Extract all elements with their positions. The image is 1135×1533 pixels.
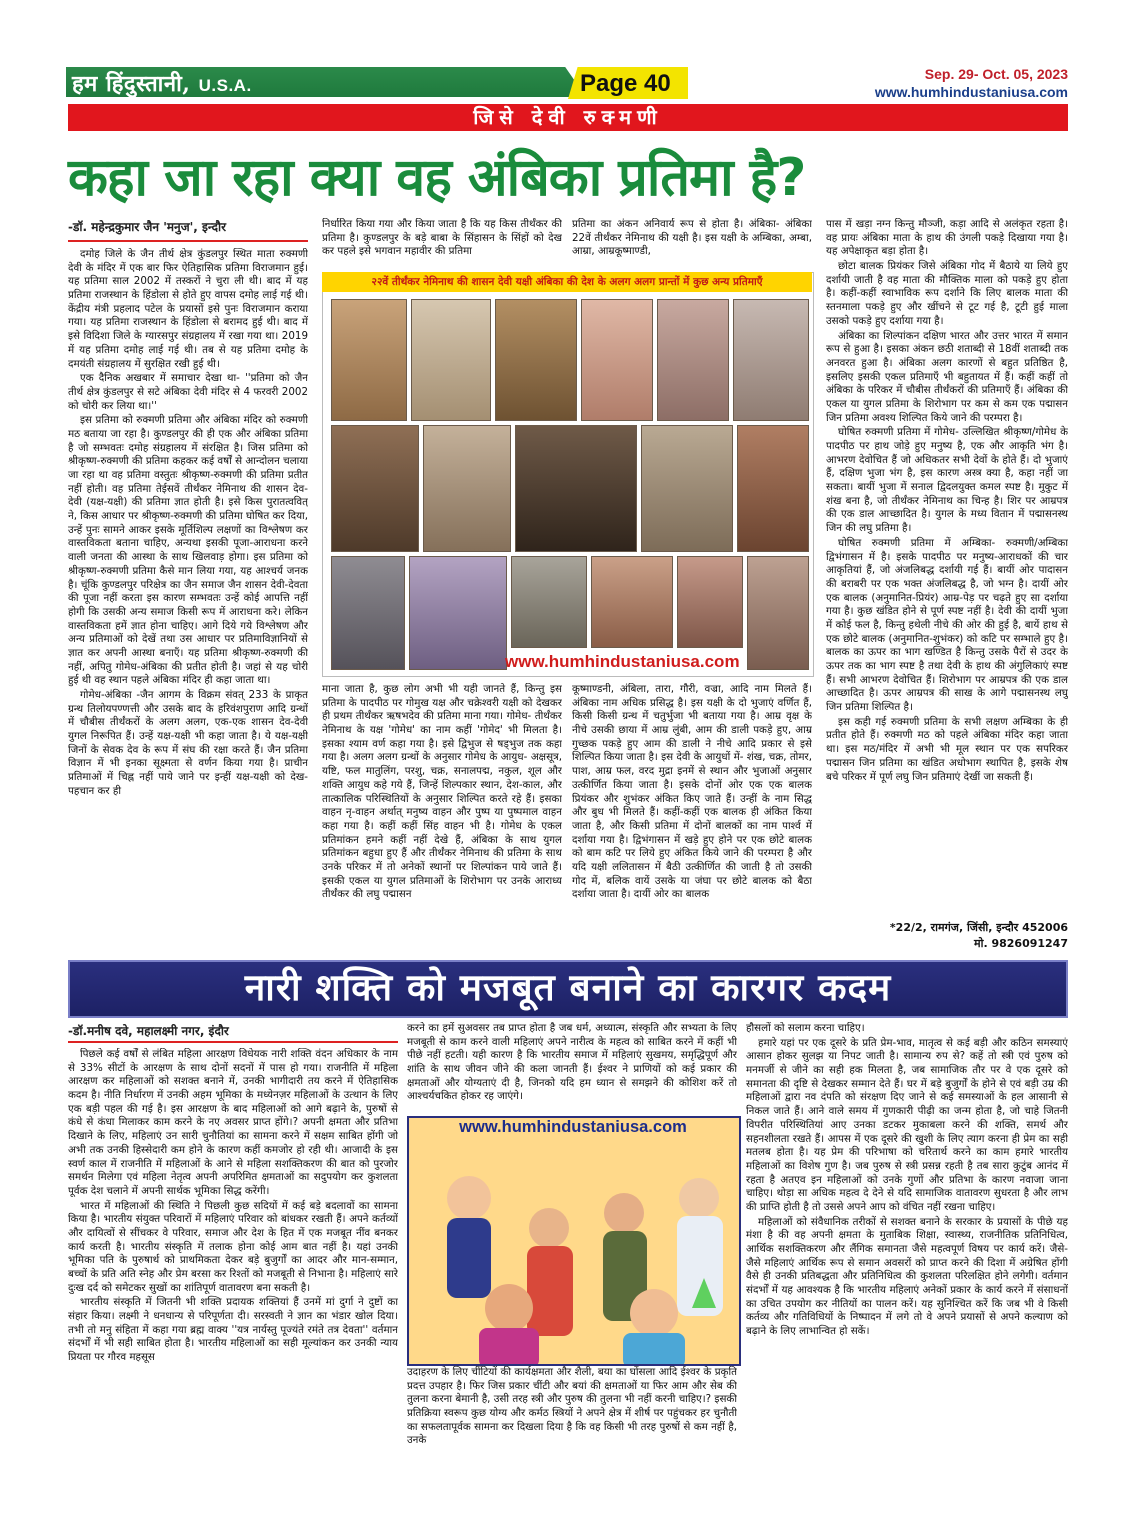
section-title: जिसे देवी रुक्मणी (473, 105, 663, 129)
sculpture-photo (331, 299, 407, 421)
sculpture-photo (511, 556, 587, 648)
article2-column-1 (68, 1048, 398, 1463)
sculpture-photo (591, 556, 673, 648)
sculpture-photo (737, 425, 809, 552)
paragraph: भारत में महिलाओं की स्थिति ने पिछली कुछ सदियों में कई बड़े बदलावों का सामना किया है। भारतीय संयुक्त परिवारों में महिलाएं परिवार को बांधकर रखती हैं। अपने कर्तव्यों और दायित्वों से सींचकर वे परिवार, समाज और देश के हित में एक मजबूत नींव बनकर कार्य करती है। भारतीय संस्कृति में तलाक होना कोई आम बात नहीं है। यहां उनकी भूमिका पति के पुरुषार्थ को प्राथमिकता देकर बड़े बुजुर्गों का आदर और मान-सम्मान, बच्चों के प्रति अति स्नेह और प्रेम बरसा कर रिश्तों को मजबूती से निभाना है। महिलाएं सारे दुःख दर्द को समेटकर सुखों का शांतिपूर्ण वातावरण बना सकती है। (68, 1199, 398, 1294)
sculpture-photo (641, 425, 733, 552)
author-phone: मो. 9826091247 (974, 937, 1068, 950)
sculpture-photo (409, 556, 507, 670)
page-number: Page 40 (580, 70, 671, 97)
paragraph: प्रतिमा का अंकन अनिवार्य रूप से होता है। अंबिका- अंबिका 22वें तीर्थंकर नेमिनाथ की यक्षी है। इस यक्षी के अम्बिका, अम्बा, आम्रा, आम्रकूष्माण्डी, (572, 218, 812, 258)
sculpture-photo (515, 425, 637, 552)
women-empowerment-illustration (407, 1116, 741, 1366)
article2-byline: -डॉ.मनीष दवे, महालक्ष्मी नगर, इंदौर (68, 1024, 229, 1038)
website-link[interactable]: www.humhindustaniusa.com (874, 84, 1068, 100)
figure-head (447, 1176, 491, 1220)
article1-column-2-top (322, 218, 562, 272)
illustration-url: www.humhindustaniusa.com (459, 1118, 687, 1136)
paragraph: गोमेध-अंबिका -जैन आगम के विक्रम संवत् 233 के प्राकृत ग्रन्थ तिलोयपण्णत्ती और उसके बाद के हरिवंशपुराण आदि ग्रन्थों में चौबीस तीर्थंकरों के अलग अलग, एक-एक शासन देव-देवी युगल निरूपित हैं। उन्हें यक्ष-यक्षी भी कहा जाता है। ये यक्ष-यक्षी जिनों के सेवक देव के रूप में संघ की रक्षा करते हैं। जैन प्रतिमा विज्ञान में भी इनका सूक्ष्मता से वर्णन किया गया है। प्राचीन प्रतिमाओं में चिह्न नहीं पाये जाने पर इन्हीं यक्ष-यक्षी को देख-पहचान कर ही (68, 689, 308, 797)
figure-head (679, 1178, 719, 1218)
sculpture-photo (657, 299, 729, 421)
byline-rule (68, 1041, 398, 1043)
figure-head (529, 1208, 569, 1248)
figure-body (479, 1328, 539, 1364)
issue-date: Sep. 29- Oct. 05, 2023 (924, 66, 1068, 82)
article1-column-2-bottom (322, 683, 562, 953)
byline-rule (68, 240, 308, 242)
paragraph: महिलाओं को संवैधानिक तरीकों से सशक्त बनाने के सरकार के प्रयासों के पीछे यह मंशा है की वह अपनी क्षमता के मुताबिक शिक्षा, स्वास्थ्य, राजनीतिक प्रतिनिधित्व, आर्थिक सशक्तिकरण और लैंगिक समानता जैसे महत्वपूर्ण विषय पर कार्य करें। जैसे-जैसे महिलाएं आर्थिक रूप से समान अवसरों को प्राप्त करने की दिशा में अग्रेषित होंगी वैसे ही उनकी प्रतिबद्धता और प्रतिनिधित्व की कुशलता परिलक्षित होने लगेगी। वर्तमान संदर्भों में यह आवश्यक है कि भारतीय महिलाएं अनेकों प्रकार के कार्य करने में संसाधनों का उचित उपयोग कर नीतियों का पालन करें। यह सुनिश्चित करें कि जब भी वे किसी कर्तव्य और गतिविधियों के निष्पादन में लगे तो वे अपने प्रयासों से अपने कल्याण को बढ़ाने के लिए लाभान्वित हो सकें। (746, 1215, 1068, 1338)
article1-column-3-bottom (572, 683, 812, 953)
article2-column-3 (746, 1022, 1068, 1463)
paragraph: इस प्रतिमा को रुक्मणी प्रतिमा और अंबिका मंदिर को रुक्मणी मठ बताया जा रहा है। कुण्डलपुर की ही एक और अंबिका प्रतिमा है जो सम्भवतः दमोह संग्रहालय में संरक्षित है। जिस प्रतिमा को श्रीकृष्ण-रुक्मणी की प्रतिमा कहकर कई वर्षों से आन्दोलन चलाया जा रहा था वह प्रतिमा वस्तुतः श्रीकृष्ण-रुक्मणी की प्रतिमा प्रतीत नहीं होती। वह प्रतिमा तेईसवें तीर्थंकर नेमिनाथ की शासन देव-देवी (यक्ष-यक्षी) की प्रतिमा ज्ञात होती है। इसे किस पुरातत्ववित् ने, किस आधार पर श्रीकृष्ण-रुक्मणी की प्रतिमा घोषित कर दिया, उन्हें पुनः सामने आकर इसके मूर्तिशिल्प लक्षणों का विश्लेषण कर वास्तविकता बताना चाहिए, अन्यथा इसकी पूजा-आराधना करने वाली जनता की आस्था के साथ खिलवाड़ होगा। इस प्रतिमा को श्रीकृष्ण-रुक्मणी प्रतिमा कैसे मान लिया गया, यह आश्चर्य जनक है। चूंकि कुण्डलपुर परिक्षेत्र का जैन समाज जैन शासन देवी-देवता की पूजा नहीं करता इस कारण सम्भवतः उन्हें कोई आपत्ति नहीं होगी कि उसकी अन्य समाज किसी रूप में आराधना करे। लेकिन वास्तविकता हमें ज्ञात होना चाहिए। आगे दिये गये विश्लेषण और अन्य प्रतिमाओं को देखें तथा उस आधार पर प्रतिमाविज्ञानियों से ज्ञात कर अपनी आस्था बनाएँ। यह प्रतिमा श्रीकृष्ण-रुक्मणी की नहीं, अपितु गोमेध-अंबिका की प्रतीत होती है। जहां से यह चोरी हुई थी वह स्थान पहले अंबिका मंदिर ही कहा जाता था। (68, 414, 308, 687)
paragraph: छोटा बालक प्रियंकर जिसे अंबिका गोद में बैठाये या लिये हुए दर्शायी जाती है वह माता की मौक्तिक माला को पकड़े हुए होता है। कहीं-कहीं स्वाभाविक रूप दर्शाने कि लिए बालक माता की स्तनमाला पकड़े हुए और खींचने से टूट गई है, टूटी हुई माला उसको पकड़े हुए दर्शाया गया है। (826, 260, 1068, 327)
sculpture-photo (747, 556, 809, 670)
masthead-country: U.S.A. (198, 76, 252, 95)
paragraph: हमारे यहां पर एक दूसरे के प्रति प्रेम-भाव, मातृत्व से कई बड़ी और कठिन समस्याएं आसान होकर सुलझ या निपट जाती है। सामान्य रुप से? कहें तो स्त्री एवं पुरुष को मनमर्जी से जीने का सही हक मिलता है, जब सामाजिक तौर पर वे एक दूसरे को समानता की दृष्टि से देखकर सम्मान देते हैं। घर में बड़े बुजुर्गों के होने से एवं बड़ी उम्र की महिलाओं द्वारा नव दंपति को संरक्षण दिए जाने से कई समस्याओं के हल आसानी से निकल जाते हैं। आने वाले समय में गुणकारी पीढ़ी का जन्म होता है, जो चाहे जितनी विपरीत परिस्थितियां आए उनका डटकर मुकाबला करने की शक्ति, समर्थ और सहनशीलता रखते हैं। आपस में एक दूसरे की खुशी के लिए त्याग करना ही प्रेम का सही मतलब होता है। यह प्रेम की परिभाषा को चरितार्थ करने का काम हमारे भारतीय महिलाओं का विशेष गुण है। जब पुरुष से स्त्री प्रसन्न रहती है तब सारा कुटुंब आनंद में रहता है अतएव इन महिलाओं को उनके गुणों और प्रतिभा के कारण नवाजा जाना चाहिए। थोड़ा सा अधिक महत्व दे देने से यदि सामाजिक वातावरण सुधरता है और लाभ की प्राप्ति होती है तो उससे अपने आप को वंचित नहीं रखना चाहिए। (746, 1036, 1068, 1213)
sculpture-photo (331, 556, 405, 670)
figure-body (527, 1246, 573, 1336)
paragraph: हौसलों को सलाम करना चाहिए। (746, 1022, 865, 1034)
ambika-photo-collage (322, 272, 814, 677)
paragraph: घोषित रुक्मणी प्रतिमा में गोमेध- उल्लिखित श्रीकृष्ण/गोमेध के पादपीठ पर हाथ जोड़े हुए मनुष्य है, एक और आकृति भंग है। आभरण देवोचित हैं जो अधिकतर सभी देवों के होते हैं। दो भुजाएं हैं, दक्षिण भुजा भंग है, इस कारण अस्त्र क्या है, कहा नहीं जा सकता। बायीं भुजा में सनाल द्विदलयुक्त कमल स्पष्ट है। मुकुट में शंख बना है, जो तीर्थंकर नेमिनाथ का चिन्ह है। शिर पर आम्रपत्र की एक डाल आच्छादित है। युगल के मध्य वितान में पद्मासनस्थ जिन की लघु प्रतिमा है। (826, 426, 1068, 535)
paragraph: इस कही गई रुक्मणी प्रतिमा के सभी लक्षण अम्बिका के ही प्रतीत होते हैं। रुक्मणी मठ को पहले अंबिका मंदिर कहा जाता था। इस मठ/मंदिर में अभी भी मूल स्थान पर एक सपरिकर पद्मासन जिन प्रतिमा का खंडित अधोभाग स्थापित है, इसके शेष बचे परिकर में पूर्ण लघु जिन प्रतिमाएं देखीं जा सकती हैं। (826, 715, 1068, 783)
sculpture-photo (677, 556, 743, 648)
masthead-title (72, 68, 252, 98)
masthead-name: हम हिंदुस्तानी, (72, 71, 191, 97)
article1-headline: कहा जा रहा क्या वह अंबिका प्रतिमा है? (68, 148, 806, 208)
article1-byline: -डॉ. महेन्द्रकुमार जैन 'मनुज', इन्दौर (68, 220, 227, 234)
sculpture-photo (411, 299, 491, 421)
figure-head (630, 1289, 678, 1337)
paragraph: पास में खड़ा नग्न किन्तु मौञ्जी, कड़ा आदि से अलंकृत रहता है। वह प्रायः अंबिका माता के हाथ की उंगली पकड़े दिखाया गया है। यह अपेक्षाकृत बड़ा होता है। (826, 218, 1068, 258)
paragraph: पिछले कई वर्षों से लंबित महिला आरक्षण विधेयक नारी शक्ति वंदन अधिकार के नाम से 33% सीटों के आरक्षण के साथ दोनों सदनों में पास हो गया। राजनीति में महिला आरक्षण कर महिलाओं को सशक्त बनाने में, उनकी भागीदारी तय करने में ऐतिहासिक कदम है। नीति निर्धारण में उनकी अहम भूमिका के मध्येनज़र महिलाओं के उत्थान के लिए एक बड़ी पहल की गई है। इस आरक्षण के बाद महिलाओं को आगे बढ़ाने के, पुरुषों से कंधे से कंधा मिलाकर काम करने के नए अवसर प्राप्त होंगे।? अपनी क्षमता और प्रतिभा दिखाने के लिए, महिलाएं उन सारी चुनौतियां का सामना करने में सक्षम साबित होंगी जो अभी तक उनकी हिस्सेदारी कम होने के कारण कहीं कमजोर हो रही थी। आजादी के इस स्वर्ण काल में राजनीति में महिलाओं के आने से महिला सशक्तिकरण की बात को पुरजोर समर्थन मिलेगा एवं महिला नेतृत्व अपनी अपरिमित क्षमताओं का सदुपयोग कर कुशलता पूर्वक देश चलाने में अपनी सार्थक भूमिका सिद्ध करेंगी। (68, 1048, 398, 1197)
paragraph: करने का हमें सुअवसर तब प्राप्त होता है जब धर्म, अध्यात्म, संस्कृति और सभ्यता के लिए मजबूती से काम करने वाली महिलाएं अपने नारीत्व के महत्व को साबित करने में कहीं भी पीछे नहीं हटती। यही कारण है कि भारतीय समाज में महिलाएं सुखमय, समृद्धिपूर्ण और शांति के साथ जीवन जीने की कला जानती हैं। ईश्वर ने प्राणियों को कई प्रकार की क्षमताओं और योग्यताएं दी है, जिनको यदि हम ध्यान से समझने की कोशिश करें तो आश्चर्यचकित होकर रह जाएंगे। (407, 1022, 737, 1103)
sculpture-photo (495, 299, 577, 421)
paragraph: कूष्माण्डनी, अंबिला, तारा, गौरी, वज्रा, आदि नाम मिलते हैं। अंबिका नाम अधिक प्रसिद्ध है। इस यक्षी के दो भुजाएं वर्णित हैं, किसी किसी ग्रन्थ में चतुर्भुजा भी बताया गया है। आम्र वृक्ष के नीचे उसकी छाया में आम्र लुंबी, आम की डाली पकड़े हुए, आम्र गुच्छक पकड़े हुए आम की डाली ने नीचे आदि प्रकार से इसे शिल्पित किया जाता है। इस देवी के आयुधों में- शंख, चक्र, तोमर, पाश, आम्र फल, वरद मुद्रा इनमें से स्थान और भुजाओं अनुसार उत्कीर्णित किया जाता है। इसके दोनों ओर एक एक बालक प्रियंकर और शुभंकर अंकित किए जाते हैं। उन्हीं के नाम सिद्ध और बुध भी मिलते हैं। कहीं-कहीं एक बालक ही अंकित किया जाता है, और किसी प्रतिमा में दोनों बालकों का नाम पार्श्व में दर्शाया गया है। द्विभंगासन में खड़े हुए होने पर एक छोटे बालक को बाम कटि पर लिये हुए अंकित किये जाने की परम्परा है और यदि यक्षी ललितासन में बैठी उत्कीर्णित की जाती है तो उसकी गोद में, बलिक वायें उसके या जंघा पर छोटे बालक को बैठा दर्शाया जाता है। दायीं ओर का बालक (572, 683, 812, 901)
article2-column-2-bottom (407, 1366, 737, 1463)
author-address: *22/2, रामगंज, जिंसी, इन्दौर 452006 (889, 921, 1068, 934)
sculpture-photo (581, 299, 653, 421)
article1-column-4 (826, 218, 1068, 918)
paragraph: दमोह जिले के जैन तीर्थ क्षेत्र कुंडलपुर स्थित माता रुक्मणी देवी के मंदिर में एक बार फिर ऐतिहासिक प्रतिमा विराजमान हुई। यह प्रतिमा साल 2002 में तस्करों ने चुरा ली थी। बाद में यह प्रतिमा राजस्थान के हिंडोला से होते हुए वापस दमोह लाई गई थी। केंद्रीय मंत्री प्रहलाद पटेल के प्रयासों इसे पुनः विराजमान कराया गया। यह प्रतिमा राजस्थान के हिंडोला से बरामद हुई थी। बाद में इसे विदिशा जिले के ग्यारसपुर संग्रहालय में रखा गया था। 2019 में यह प्रतिमा दमोह लाई गई थी। तब से यह प्रतिमा दमोह के दमयंती संग्रहालय में सुरक्षित रखी हुई थी। (68, 248, 308, 370)
sculpture-photo (733, 299, 809, 421)
figure-body (447, 1218, 491, 1298)
article1-column-3-top (572, 218, 812, 272)
figure-head (604, 1193, 644, 1233)
article2-headline: नारी शक्ति को मजबूत बनाने का कारगर कदम (244, 966, 892, 1009)
paragraph: अंबिका का शिल्पांकन दक्षिण भारत और उत्तर भारत में समान रूप से हुआ है। इसका अंकन छठी शताब्दी से 18वीं शताब्दी तक अनवरत हुआ है। अंबिका अलग कारणों से बहुत प्रतिष्ठित है, इसलिए इसकी एकल प्रतिमाएँ भी बहुतायत में हैं। कहीं कहीं तो अंबिका के परिकर में चौबीस तीर्थंकरों की प्रतिमाएँ हैं। अंबिका की एकल या युगल प्रतिमा के शिरोभाग पर कम से कम एक पद्मासन जिन प्रतिमा अवश्य शिल्पित किये जाने की परम्परा है। (826, 329, 1068, 424)
sculpture-photo (423, 425, 511, 552)
photo-caption: २२वें तीर्थंकर नेमिनाथ की शासन देवी यक्षी अंबिका की देश के अलग अलग प्रान्तों में कुछ अन्य प्रतिमाएँ (322, 272, 812, 292)
illustration-graphic (409, 1118, 739, 1364)
paragraph: एक दैनिक अखबार में समाचार देखा था- ''प्रतिमा को जैन तीर्थ क्षेत्र कुंडलपुर से सटे अंबिका देवी मंदिर से 4 फरवरी 2002 को चोरी कर लिया था।'' (68, 372, 308, 412)
article2-column-2-top (407, 1022, 737, 1114)
paragraph: निर्धारित किया गया और किया जाता है कि यह किस तीर्थंकर की प्रतिमा है। कुण्डलपुर के बड़े बाबा के सिंहासन के सिंहों को देख कर पहले इसे भगवान महावीर की प्रतिमा (322, 218, 562, 258)
paragraph: माना जाता है, कुछ लोग अभी भी यही जानते हैं, किन्तु इस प्रतिमा के पादपीठ पर गोमुख यक्ष और चक्रेश्वरी यक्षी को देखकर ही प्रथम तीर्थंकर ऋषभदेव की प्रतिमा माना गया। गोमेध- तीर्थंकर नेमिनाथ के यक्ष 'गोमेध' का नाम कहीं 'गोमेद' भी मिलता है। इसका श्याम वर्ण कहा गया है। इसे द्विभुज से षड्भुज तक कहा गया है। अलग अलग ग्रन्थों के अनुसार गोमेध के आयुध- अक्षसूत्र, यष्टि, फल मातुलिंग, परशु, चक्र, सनालपद्म, नकुल, शूल और शक्ति आयुध कहे गये हैं, जिन्हें शिल्पकार स्थान, देश-काल, और तात्कालिक परिस्थितियों के अनुसार शिल्पित करते रहे हैं। इसका वाहन नृ-वाहन अर्थात् मनुष्य वाहन और पुष्प या पुष्पमाल वाहन कहा गया है। कहीं कहीं सिंह वाहन भी है। गोमेध के एकल प्रतिमांकन हमने कहीं नहीं देखे हैं, अंबिका के साथ युगल प्रतिमांकन बहुधा हुए हैं और तीर्थंकर नेमिनाथ की प्रतिमा के साथ उनके परिकर में तो अनेकों स्थानों पर शिल्पांकन पाये जाते हैं। इसकी एकल या युगल प्रतिमाओं के शिरोभाग पर उनके आराध्य तीर्थंकर की लघु पद्मासन (322, 683, 562, 901)
sculpture-photo (331, 425, 419, 552)
figure-body (623, 1333, 685, 1364)
figure-head (485, 1284, 533, 1332)
paragraph: भारतीय संस्कृति में जितनी भी शक्ति प्रदायक शक्तियां हैं उनमें मां दुर्गा ने दुष्टों का संहार किया। लक्ष्मी ने धनधान्य से परिपूर्णता दी। सरस्वती ने ज्ञान का भंडार खोल दिया। तभी तो मनु संहिता में कहा गया ब्रह्म वाक्य ''यत्र नार्यस्तु पूज्यंते रमंते तत्र देवता'' वर्तमान संदर्भों में भी सही साबित होता है। भारतीय महिलाओं का सही मूल्यांकन कर उनकी न्याय प्रियता पर गौरव महसूस (68, 1296, 398, 1364)
paragraph: उदाहरण के लिए चींटियों की कार्यक्षमता और शैली, बया का घोंसला आदि ईश्वर के प्रकृति प्रदत्त उपहार है। फिर जिस प्रकार चींटी और बयां की क्षमताओं या फिर आम और सेब की तुलना करना बेमानी है, उसी तरह स्त्री और पुरुष की तुलना भी नहीं करनी चाहिए।? इसकी प्रतिक्रिया स्वरूप कुछ योग्य और कर्मठ स्त्रियों ने अपने क्षेत्र में शीर्ष पर पहुंचकर हर चुनौती का सफलतापूर्वक सामना कर दिखला दिया है कि वह किसी भी तरह पुरुषों से कम नहीं है, उनके (407, 1366, 737, 1447)
article1-column-1 (68, 248, 308, 953)
paragraph: घोषित रुक्मणी प्रतिमा में अम्बिका- रुक्मणी/अम्बिका द्विभंगासन में है। इसके पादपीठ पर मनुष्य-आराधकों की चार आकृतियां हैं, जो अंजलिबद्ध दर्शायी गई हैं। बायीं ओर पादासन की बराबरी पर एक भक्त अंजलिबद्ध है, जो भग्न है। दायीं ओर एक बालक (अनुमानित-प्रियंर) आम्र-पेड़ पर चढ़ते हुए सा दर्शाया गया है। कुछ खंडित होने से पूर्ण स्पष्ट नहीं है। देवी की दायीं भुजा में कोई फल है, किन्तु हथेली नीचे की ओर की हुई है, बायें हाथ से एक छोटे बालक (अनुमानित-शुभंकर) को कटि पर सम्भाले हुए है। बालक का ऊपर का भाग खण्डित है किन्तु उसके पैरों से उदर के ऊपर तक का भाग स्पष्ट है तथा देवी के हाथ की अंगुलिकाएं स्पष्ट हैं। सभी आभरण देवोचित हैं। शिरोभाग पर आम्रपत्र की एक डाल आच्छादित है। ऊपर आम्रपत्र की साख के आगे पद्मासनस्थ लघु जिन प्रतिमा शिल्पित है। (826, 536, 1068, 714)
photo-watermark: www.humhindustaniusa.com (505, 652, 740, 671)
